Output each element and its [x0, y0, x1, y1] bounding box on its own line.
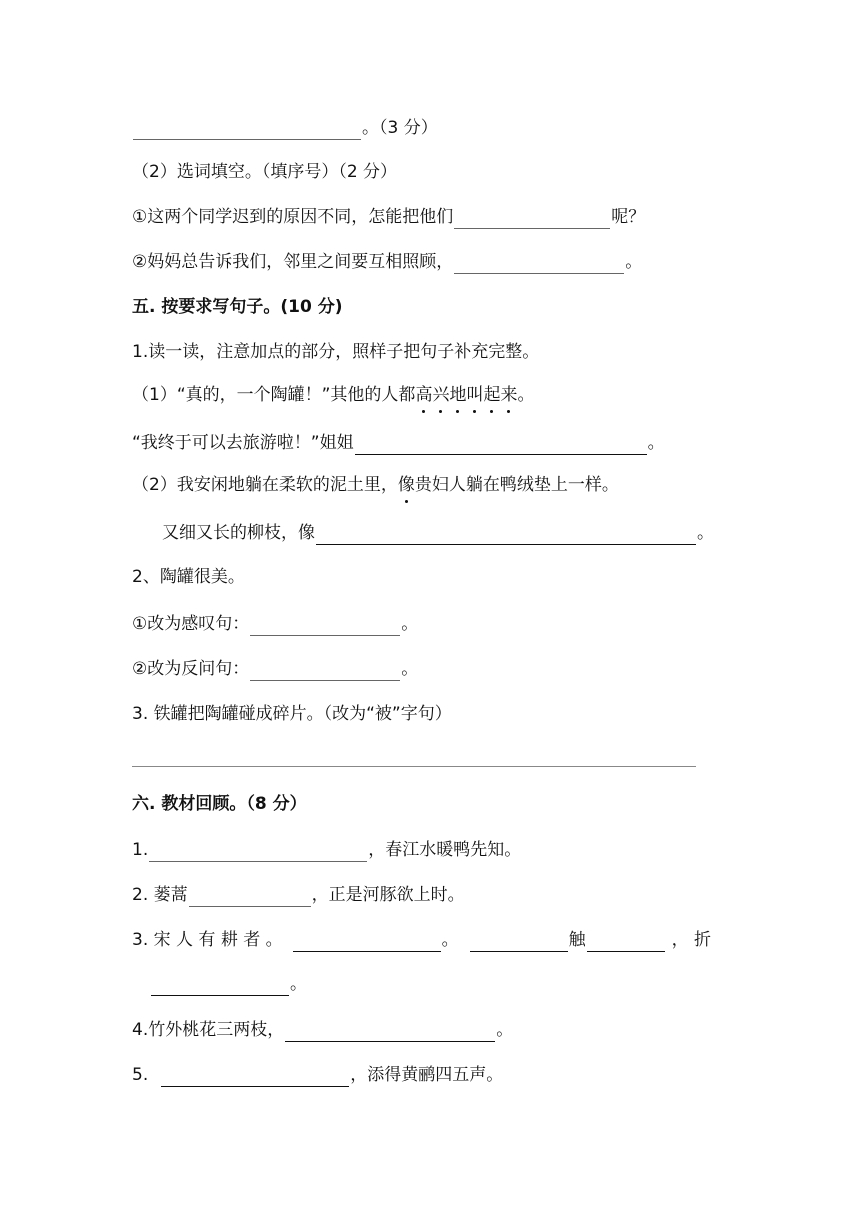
sentence-text: 。	[517, 385, 535, 405]
sentence-text: “我终于可以去旅游啦！”姐姐	[132, 433, 354, 453]
poem-text: ，春江水暖鸭先知。	[368, 840, 522, 860]
example-sentence-2	[132, 473, 619, 497]
question-text: ②改为反问句：	[132, 659, 250, 679]
dotted-char: 来	[500, 385, 518, 405]
question-text: ①改为感叹句：	[132, 614, 250, 634]
answer-blank[interactable]	[285, 1021, 495, 1042]
classical-text-continuation	[150, 972, 307, 996]
poem-text: 。	[496, 1020, 514, 1040]
question-text: 2、陶罐很美。	[132, 567, 245, 587]
passage-text: 触	[568, 930, 586, 950]
dotted-char: 叫	[466, 385, 484, 405]
question-3	[132, 702, 452, 726]
example-sentence-1	[132, 383, 534, 407]
question-text: 。	[401, 659, 419, 679]
question-text: ①这两个同学迟到的原因不同，怎能把他们	[132, 207, 454, 227]
question-text: 呢？	[611, 207, 646, 227]
answer-blank[interactable]	[587, 931, 665, 952]
answer-blank[interactable]	[250, 615, 400, 636]
answer-blank[interactable]	[316, 524, 696, 545]
sentence-text: 。	[647, 433, 665, 453]
question-text: 3. 铁罐把陶罐碰成碎片。（改为“被”字句）	[132, 704, 452, 724]
dotted-char: 高	[415, 385, 433, 405]
dotted-char: 像	[397, 475, 415, 495]
answer-blank[interactable]	[470, 931, 568, 952]
sentence-text: 。	[697, 523, 714, 543]
dotted-char: 地	[449, 385, 467, 405]
answer-rule[interactable]	[132, 766, 696, 767]
classical-text-line	[132, 928, 711, 952]
poem-text: 4.竹外桃花三两枝，	[132, 1020, 285, 1040]
answer-blank[interactable]	[293, 931, 441, 952]
answer-blank[interactable]	[454, 253, 624, 274]
sentence-text: （2）我安闲地躺在柔软的泥土里，	[132, 475, 398, 495]
answer-blank[interactable]	[250, 660, 400, 681]
question-item-2	[132, 250, 642, 274]
passage-text: 3. 宋 人 有 耕 者 。	[132, 930, 283, 950]
score-note: 。（3 分）	[362, 118, 438, 138]
passage-text: 。	[290, 974, 307, 994]
poem-text: ，正是河豚欲上时。	[311, 885, 465, 905]
line-continuation	[132, 116, 438, 140]
question-2	[132, 565, 245, 589]
item-number: 1.	[132, 840, 149, 860]
answer-blank[interactable]	[161, 1066, 349, 1087]
answer-blank[interactable]	[355, 434, 647, 455]
answer-blank[interactable]	[151, 975, 289, 996]
poem-text: ，添得黄鹂四五声。	[350, 1065, 504, 1085]
poem-line-1	[132, 838, 521, 862]
instruction-line	[132, 340, 539, 364]
section-heading-5	[132, 295, 343, 319]
question-choose-words	[132, 160, 397, 184]
sentence-text: 又细又长的柳枝，像	[162, 523, 315, 543]
section-heading-6	[132, 792, 307, 816]
sentence-text: 贵妇人躺在鸭绒垫上一样。	[414, 475, 619, 495]
question-2-rhetorical	[132, 657, 418, 681]
answer-blank[interactable]	[189, 886, 311, 907]
dotted-char: 兴	[432, 385, 450, 405]
item-number: 5.	[132, 1065, 149, 1085]
answer-blank[interactable]	[454, 208, 610, 229]
question-text: （2）选词填空。（填序号）（2 分）	[132, 162, 398, 182]
poem-line-4	[132, 1018, 513, 1042]
answer-blank[interactable]	[149, 841, 367, 862]
poem-line-2	[132, 883, 465, 907]
question-text: 。	[401, 614, 419, 634]
complete-sentence-1	[132, 431, 665, 455]
passage-text: 。	[441, 930, 459, 950]
complete-sentence-2	[162, 521, 714, 545]
question-text: ②妈妈总告诉我们，邻里之间要互相照顾，	[132, 252, 454, 272]
poem-text: 2. 蒌蒿	[132, 885, 188, 905]
sentence-text: （1）“真的，一个陶罐！”其他的人都	[132, 385, 416, 405]
dotted-char: 起	[483, 385, 501, 405]
section-title: 六. 教材回顾。（8 分）	[132, 794, 307, 814]
question-2-exclamation	[132, 612, 418, 636]
passage-text: ， 折	[671, 930, 712, 950]
answer-blank[interactable]	[133, 119, 361, 140]
instruction-text: 1.读一读，注意加点的部分，照样子把句子补充完整。	[132, 342, 540, 362]
question-text: 。	[625, 252, 643, 272]
question-item-1	[132, 205, 645, 229]
poem-line-5	[132, 1063, 503, 1087]
section-title: 五. 按要求写句子。(10 分)	[132, 297, 343, 317]
